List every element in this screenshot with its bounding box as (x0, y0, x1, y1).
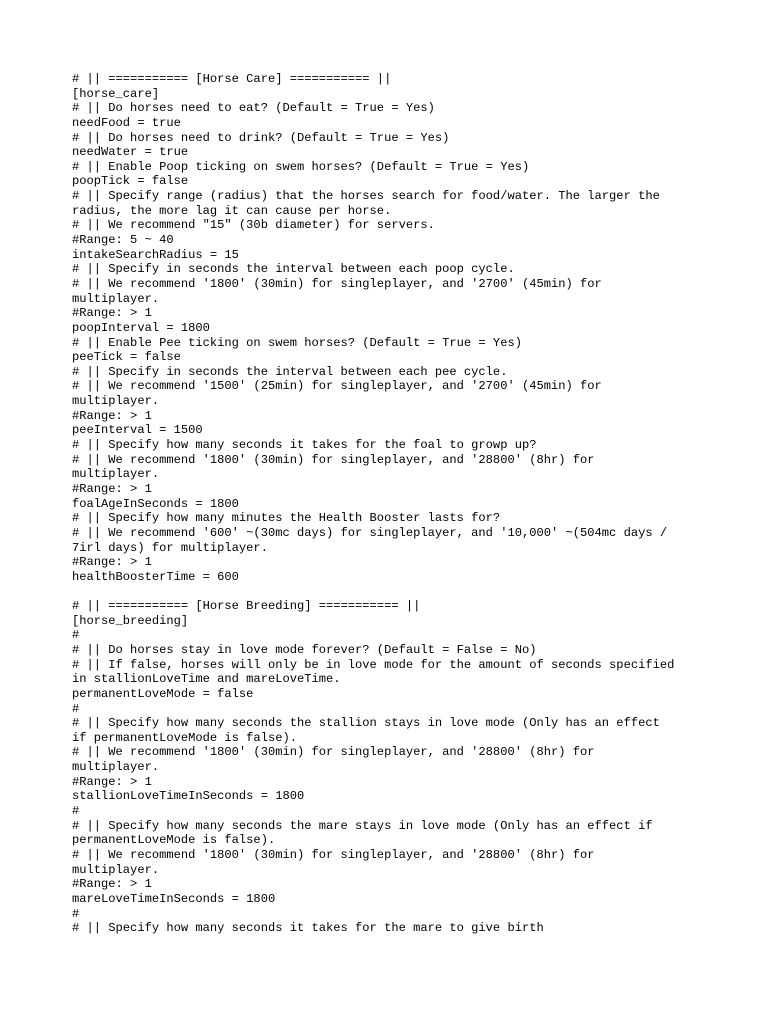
setting-foal-age: foalAgeInSeconds = 1800 (72, 496, 239, 511)
comment-line-continued: multiplayer. (72, 760, 160, 775)
setting-need-food: needFood = true (72, 115, 181, 130)
range-line: #Range: > 1 (72, 877, 152, 892)
comment-line: # || Enable Pee ticking on swem horses? (Default = True = Yes) (72, 335, 522, 350)
comment-line: # || Specify how many seconds the mare stays in love mode (Only has an effect if (72, 818, 653, 833)
comment-line: # || We recommend '600' ~(30mc days) for singleplayer, and '10,000' ~(504mc days / (72, 525, 668, 540)
range-line: #Range: > 1 (72, 555, 152, 570)
comment-line: # || Do horses need to eat? (Default = True = Yes) (72, 101, 435, 116)
comment-line: # || We recommend '1800' (30min) for singleplayer, and '28800' (8hr) for (72, 452, 595, 467)
section-header-horse-breeding: # || =========== [Horse Breeding] =========== || (72, 599, 421, 614)
comment-line: # || We recommend '1500' (25min) for singleplayer, and '2700' (45min) for (72, 379, 602, 394)
setting-pee-interval: peeInterval = 1500 (72, 423, 203, 438)
comment-line-continued: multiplayer. (72, 394, 160, 409)
setting-pee-tick: peeTick = false (72, 350, 181, 365)
comment-line: # || Do horses stay in love mode forever? (Default = False = No) (72, 642, 537, 657)
comment-line-continued: 7irl days) for multiplayer. (72, 540, 268, 555)
comment-line: # || Specify how many seconds it takes for the mare to give birth (72, 921, 544, 936)
comment-line: # (72, 804, 80, 819)
setting-need-water: needWater = true (72, 145, 189, 160)
section-header-horse-care: # || =========== [Horse Care] =========== || (72, 72, 392, 86)
blank-line (72, 584, 712, 599)
comment-line: # (72, 906, 80, 921)
range-line: #Range: > 1 (72, 408, 152, 423)
comment-line: # || Specify range (radius) that the horses search for food/water. The larger the (72, 189, 660, 204)
comment-line: # || Specify in seconds the interval between each pee cycle. (72, 364, 508, 379)
comment-line: # || Specify how many seconds it takes for the foal to growp up? (72, 438, 537, 453)
comment-line: # (72, 628, 80, 643)
setting-intake-search-radius: intakeSearchRadius = 15 (72, 247, 239, 262)
setting-stallion-love-time: stallionLoveTimeInSeconds = 1800 (72, 789, 305, 804)
comment-line: # || Specify how many seconds the stallion stays in love mode (Only has an effect (72, 716, 660, 731)
comment-line: # || We recommend '1800' (30min) for singleplayer, and '2700' (45min) for (72, 276, 602, 291)
comment-line: # || Do horses need to drink? (Default = True = Yes) (72, 130, 450, 145)
setting-mare-love-time: mareLoveTimeInSeconds = 1800 (72, 891, 276, 906)
setting-health-booster-time: healthBoosterTime = 600 (72, 569, 239, 584)
comment-line-continued: multiplayer. (72, 291, 160, 306)
setting-permanent-love-mode: permanentLoveMode = false (72, 686, 254, 701)
comment-line-continued: permanentLoveMode is false). (72, 833, 276, 848)
comment-line-continued: multiplayer. (72, 862, 160, 877)
section-key-horse-care: [horse_care] (72, 86, 160, 101)
config-document (72, 72, 712, 936)
comment-line: # || If false, horses will only be in love mode for the amount of seconds specified (72, 657, 675, 672)
comment-line-continued: if permanentLoveMode is false). (72, 730, 297, 745)
comment-line: # || We recommend "15" (30b diameter) for servers. (72, 218, 435, 233)
comment-line: # || Enable Poop ticking on swem horses? (Default = True = Yes) (72, 159, 530, 174)
range-line: #Range: > 1 (72, 774, 152, 789)
range-line: #Range: > 1 (72, 306, 152, 321)
comment-line-continued: in stallionLoveTime and mareLoveTime. (72, 672, 341, 687)
comment-line: # || Specify how many minutes the Health Booster lasts for? (72, 511, 501, 526)
range-line: #Range: 5 ~ 40 (72, 233, 174, 248)
comment-line: # || We recommend '1800' (30min) for singleplayer, and '28800' (8hr) for (72, 847, 595, 862)
comment-line: # || Specify in seconds the interval between each poop cycle. (72, 262, 515, 277)
comment-line: # (72, 701, 80, 716)
range-line: #Range: > 1 (72, 481, 152, 496)
setting-poop-tick: poopTick = false (72, 174, 189, 189)
comment-line: # || We recommend '1800' (30min) for singleplayer, and '28800' (8hr) for (72, 745, 595, 760)
section-key-horse-breeding: [horse_breeding] (72, 613, 189, 628)
comment-line-continued: multiplayer. (72, 467, 160, 482)
setting-poop-interval: poopInterval = 1800 (72, 320, 210, 335)
comment-line-continued: radius, the more lag it can cause per horse. (72, 203, 392, 218)
